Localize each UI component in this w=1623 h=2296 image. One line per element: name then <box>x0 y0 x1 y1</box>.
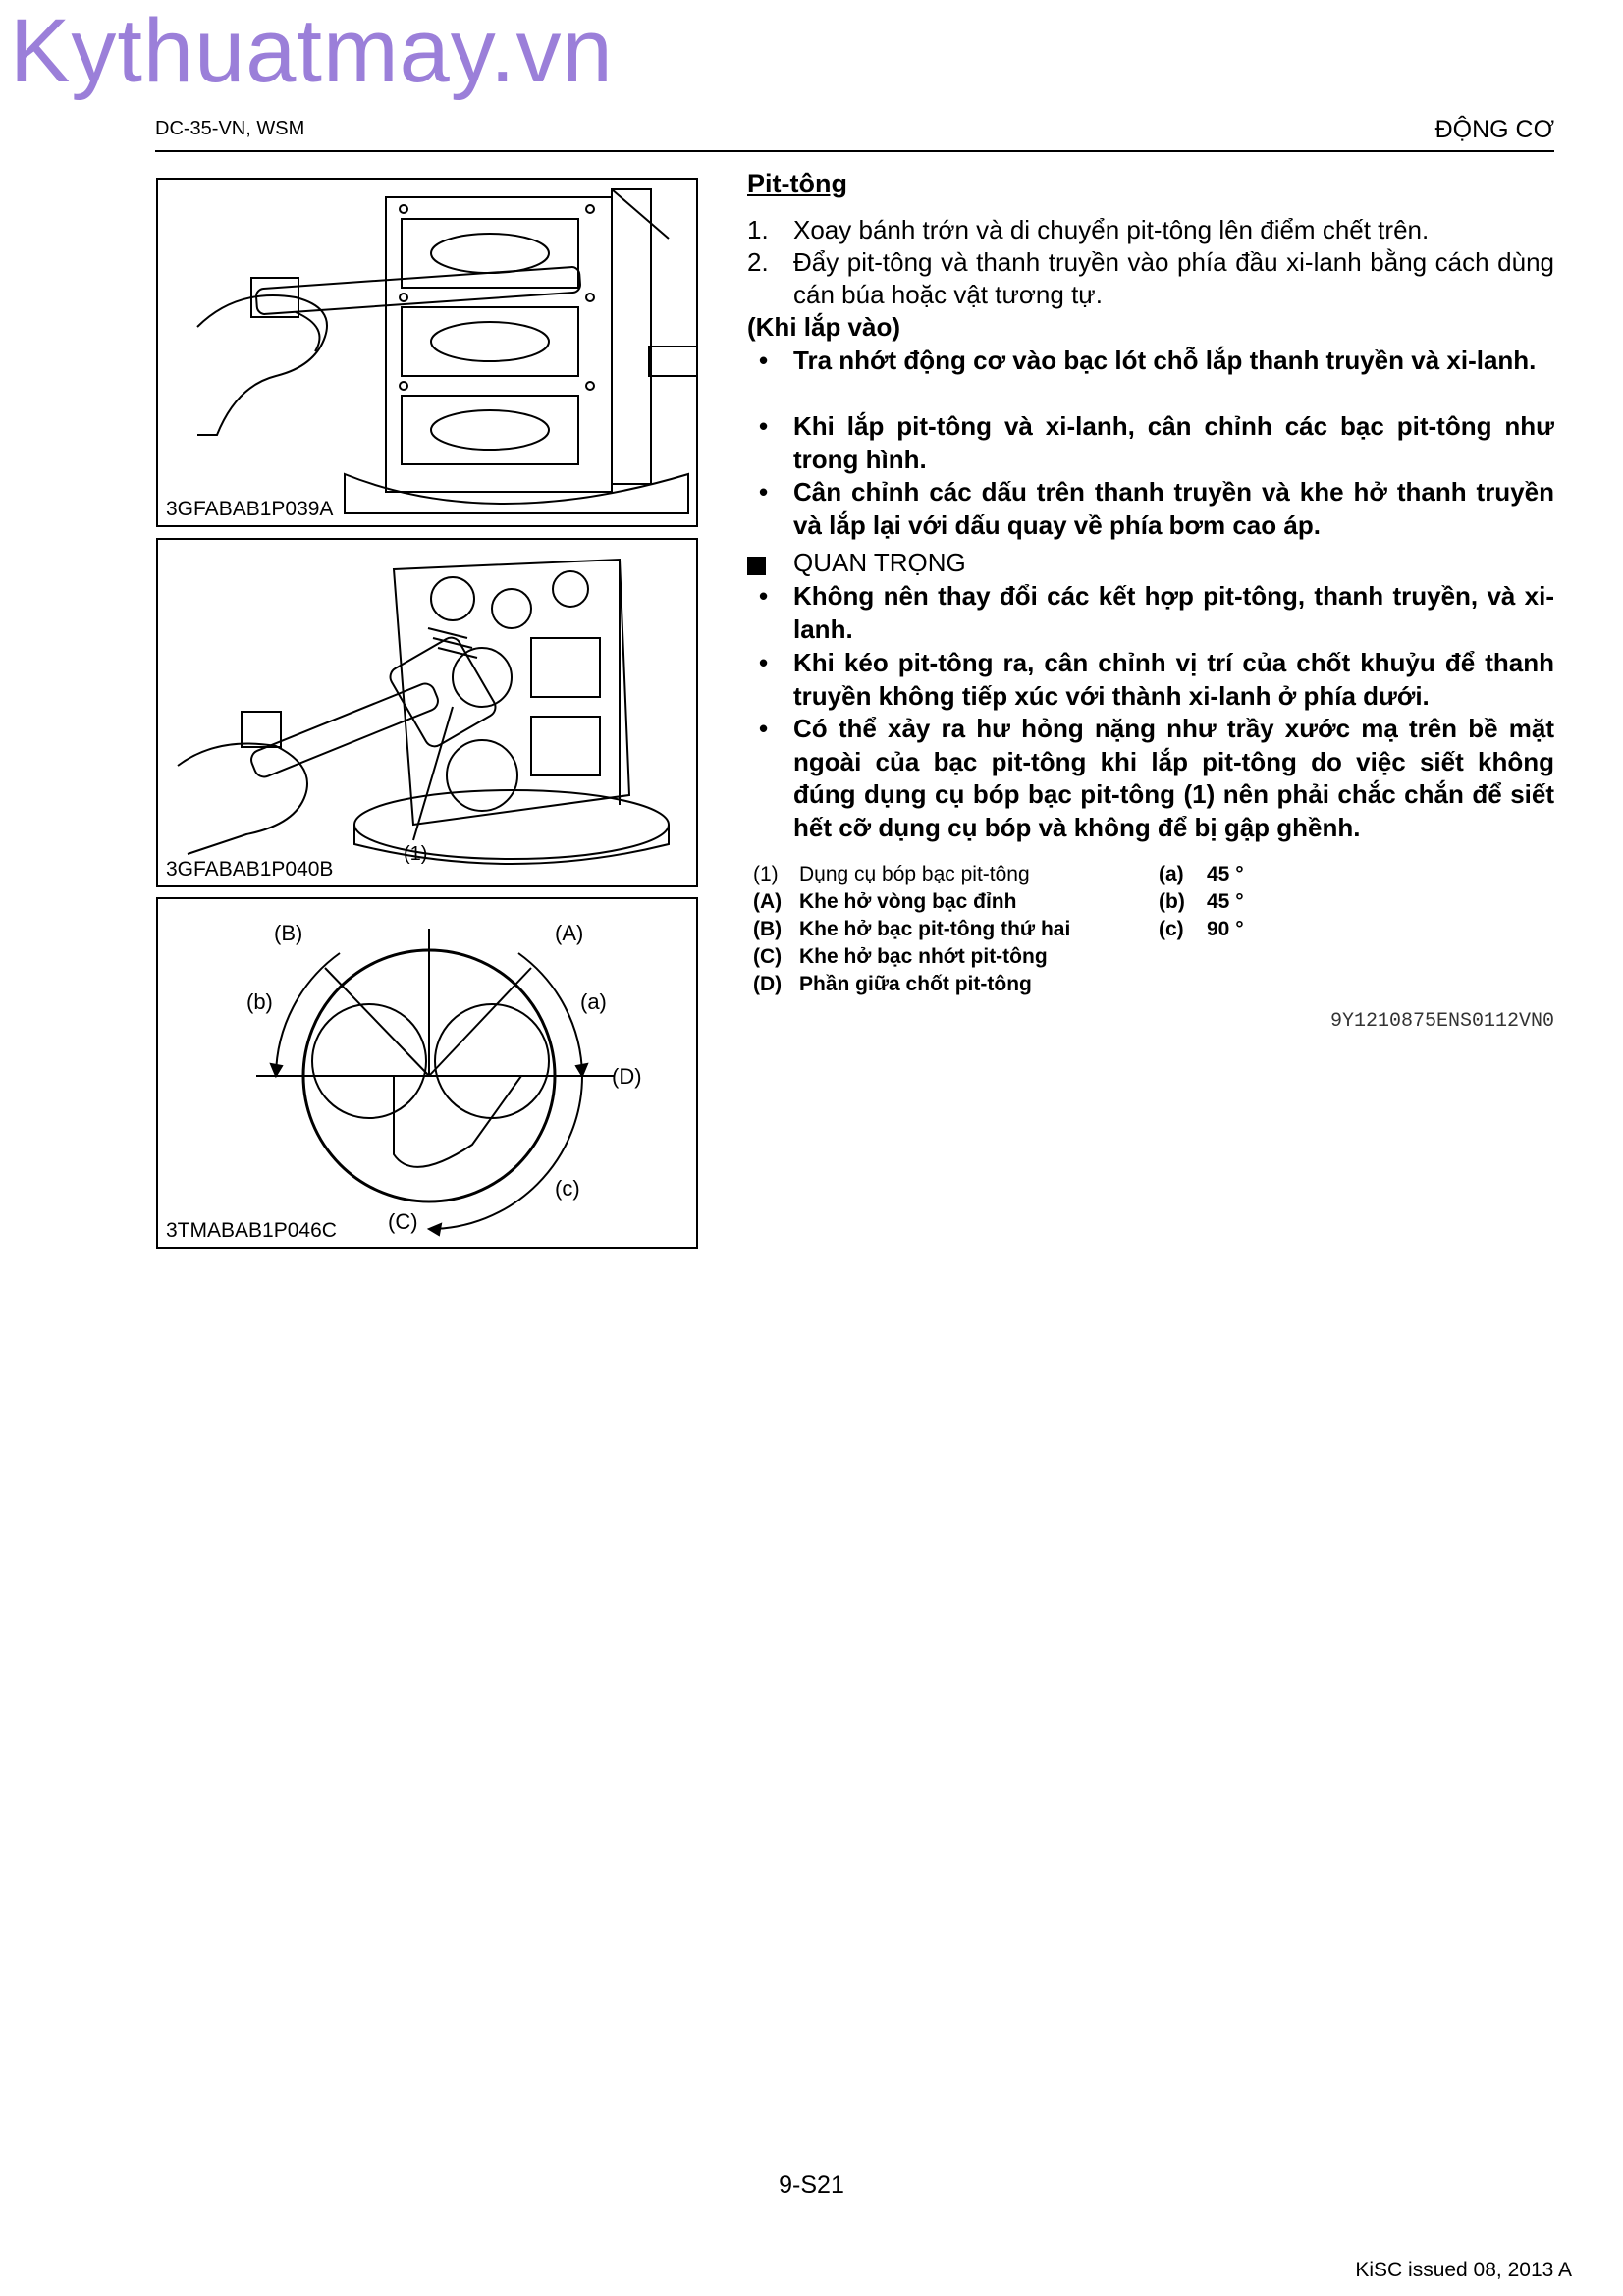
header-divider <box>155 150 1554 152</box>
bullet-text: Khi lắp pit-tông và xi-lanh, cân chỉnh các bạc pit-tông như trong hình. <box>793 411 1554 474</box>
legend-value: Dụng cụ bóp bạc pit-tông <box>799 863 1030 885</box>
callout-1: (1) <box>404 843 428 865</box>
legend-value: Khe hở bạc nhớt pit-tông <box>799 945 1048 968</box>
step-number: 1. <box>747 215 769 244</box>
bullet-dot: • <box>759 648 769 677</box>
bullet-dot: • <box>759 346 769 375</box>
piston-removal-illustration <box>158 180 698 527</box>
bullet-text: Tra nhớt động cơ vào bạc lót chỗ lắp thanh truyền và xi-lanh. <box>793 346 1537 375</box>
figure-piston-install <box>156 538 698 887</box>
figure-code: 3TMABAB1P046C <box>166 1219 337 1242</box>
legend-value: Khe hở bạc pit-tông thứ hai <box>799 918 1071 940</box>
legend-key: (D) <box>753 973 783 995</box>
document-code: 9Y1210875ENS0112VN0 <box>1329 1010 1554 1033</box>
figure-piston-removal <box>156 178 698 527</box>
legend-value: 90 ° <box>1207 918 1244 940</box>
label-D: (D) <box>612 1064 642 1089</box>
section-title: Pit-tông <box>747 169 847 198</box>
legend-key: (A) <box>753 890 783 913</box>
label-b: (b) <box>246 989 273 1014</box>
legend-key: (a) <box>1159 863 1184 885</box>
step-text: Xoay bánh trớn và di chuyển pit-tông lên điểm chết trên. <box>793 215 1430 244</box>
label-B: (B) <box>274 921 303 945</box>
bullet-text: Khi kéo pit-tông ra, cân chỉnh vị trí của chốt khuỷu để thanh truyền không tiếp xúc với thành xi-lanh ở phía dưới. <box>793 648 1554 711</box>
figure-ring-gaps <box>156 897 698 1249</box>
label-C: (C) <box>388 1209 418 1234</box>
bullet-dot: • <box>759 714 769 743</box>
bullet-text: Cân chỉnh các dấu trên thanh truyền và khe hở thanh truyền và lắp lại với dấu quay về phía bơm cao áp. <box>793 477 1554 540</box>
legend-key: (1) <box>753 863 779 885</box>
install-heading: (Khi lắp vào) <box>747 312 901 342</box>
ring-gap-diagram <box>158 899 698 1249</box>
step-text: Đẩy pit-tông và thanh truyền vào phía đầu xi-lanh bằng cách dùng cán búa hoặc vật tương tự. <box>793 247 1554 309</box>
legend-value: Khe hở vòng bạc đỉnh <box>799 890 1017 913</box>
label-A: (A) <box>555 921 584 945</box>
bullet-text: Không nên thay đổi các kết hợp pit-tông, thanh truyền, và xi-lanh. <box>793 581 1554 644</box>
piston-install-illustration <box>158 540 698 887</box>
label-c: (c) <box>555 1176 580 1201</box>
label-a: (a) <box>580 989 607 1014</box>
watermark: Kythuatmay.vn <box>10 1 614 101</box>
figure-code: 3GFABAB1P039A <box>166 498 334 520</box>
legend-value: 45 ° <box>1207 890 1244 913</box>
header-doc-id: DC-35-VN, WSM <box>155 118 305 139</box>
legend-key: (c) <box>1159 918 1184 940</box>
legend-key: (C) <box>753 945 783 968</box>
page-number: 9-S21 <box>779 2171 844 2199</box>
important-square-icon <box>747 557 766 575</box>
important-title: QUAN TRỌNG <box>793 548 966 577</box>
legend-value: 45 ° <box>1207 863 1244 885</box>
bullet-dot: • <box>759 477 769 507</box>
legend-value: Phần giữa chốt pit-tông <box>799 973 1032 995</box>
bullet-text: Có thể xảy ra hư hỏng nặng như trầy xước mạ trên bề mặt ngoài của bạc pit-tông khi lắp pit-tông do việc siết không đúng dụng cụ bóp bạc pit-tông (1) nên phải chắc chắn để siết hết cỡ dụng cụ bóp và không để bị gập ghềnh. <box>793 714 1554 842</box>
header-chapter: ĐỘNG CƠ <box>1434 116 1554 143</box>
issued-note: KiSC issued 08, 2013 A <box>1355 2259 1572 2281</box>
figure-code: 3GFABAB1P040B <box>166 858 334 881</box>
bullet-dot: • <box>759 581 769 611</box>
legend-key: (B) <box>753 918 783 940</box>
legend-key: (b) <box>1159 890 1185 913</box>
bullet-dot: • <box>759 411 769 441</box>
step-number: 2. <box>747 247 769 277</box>
